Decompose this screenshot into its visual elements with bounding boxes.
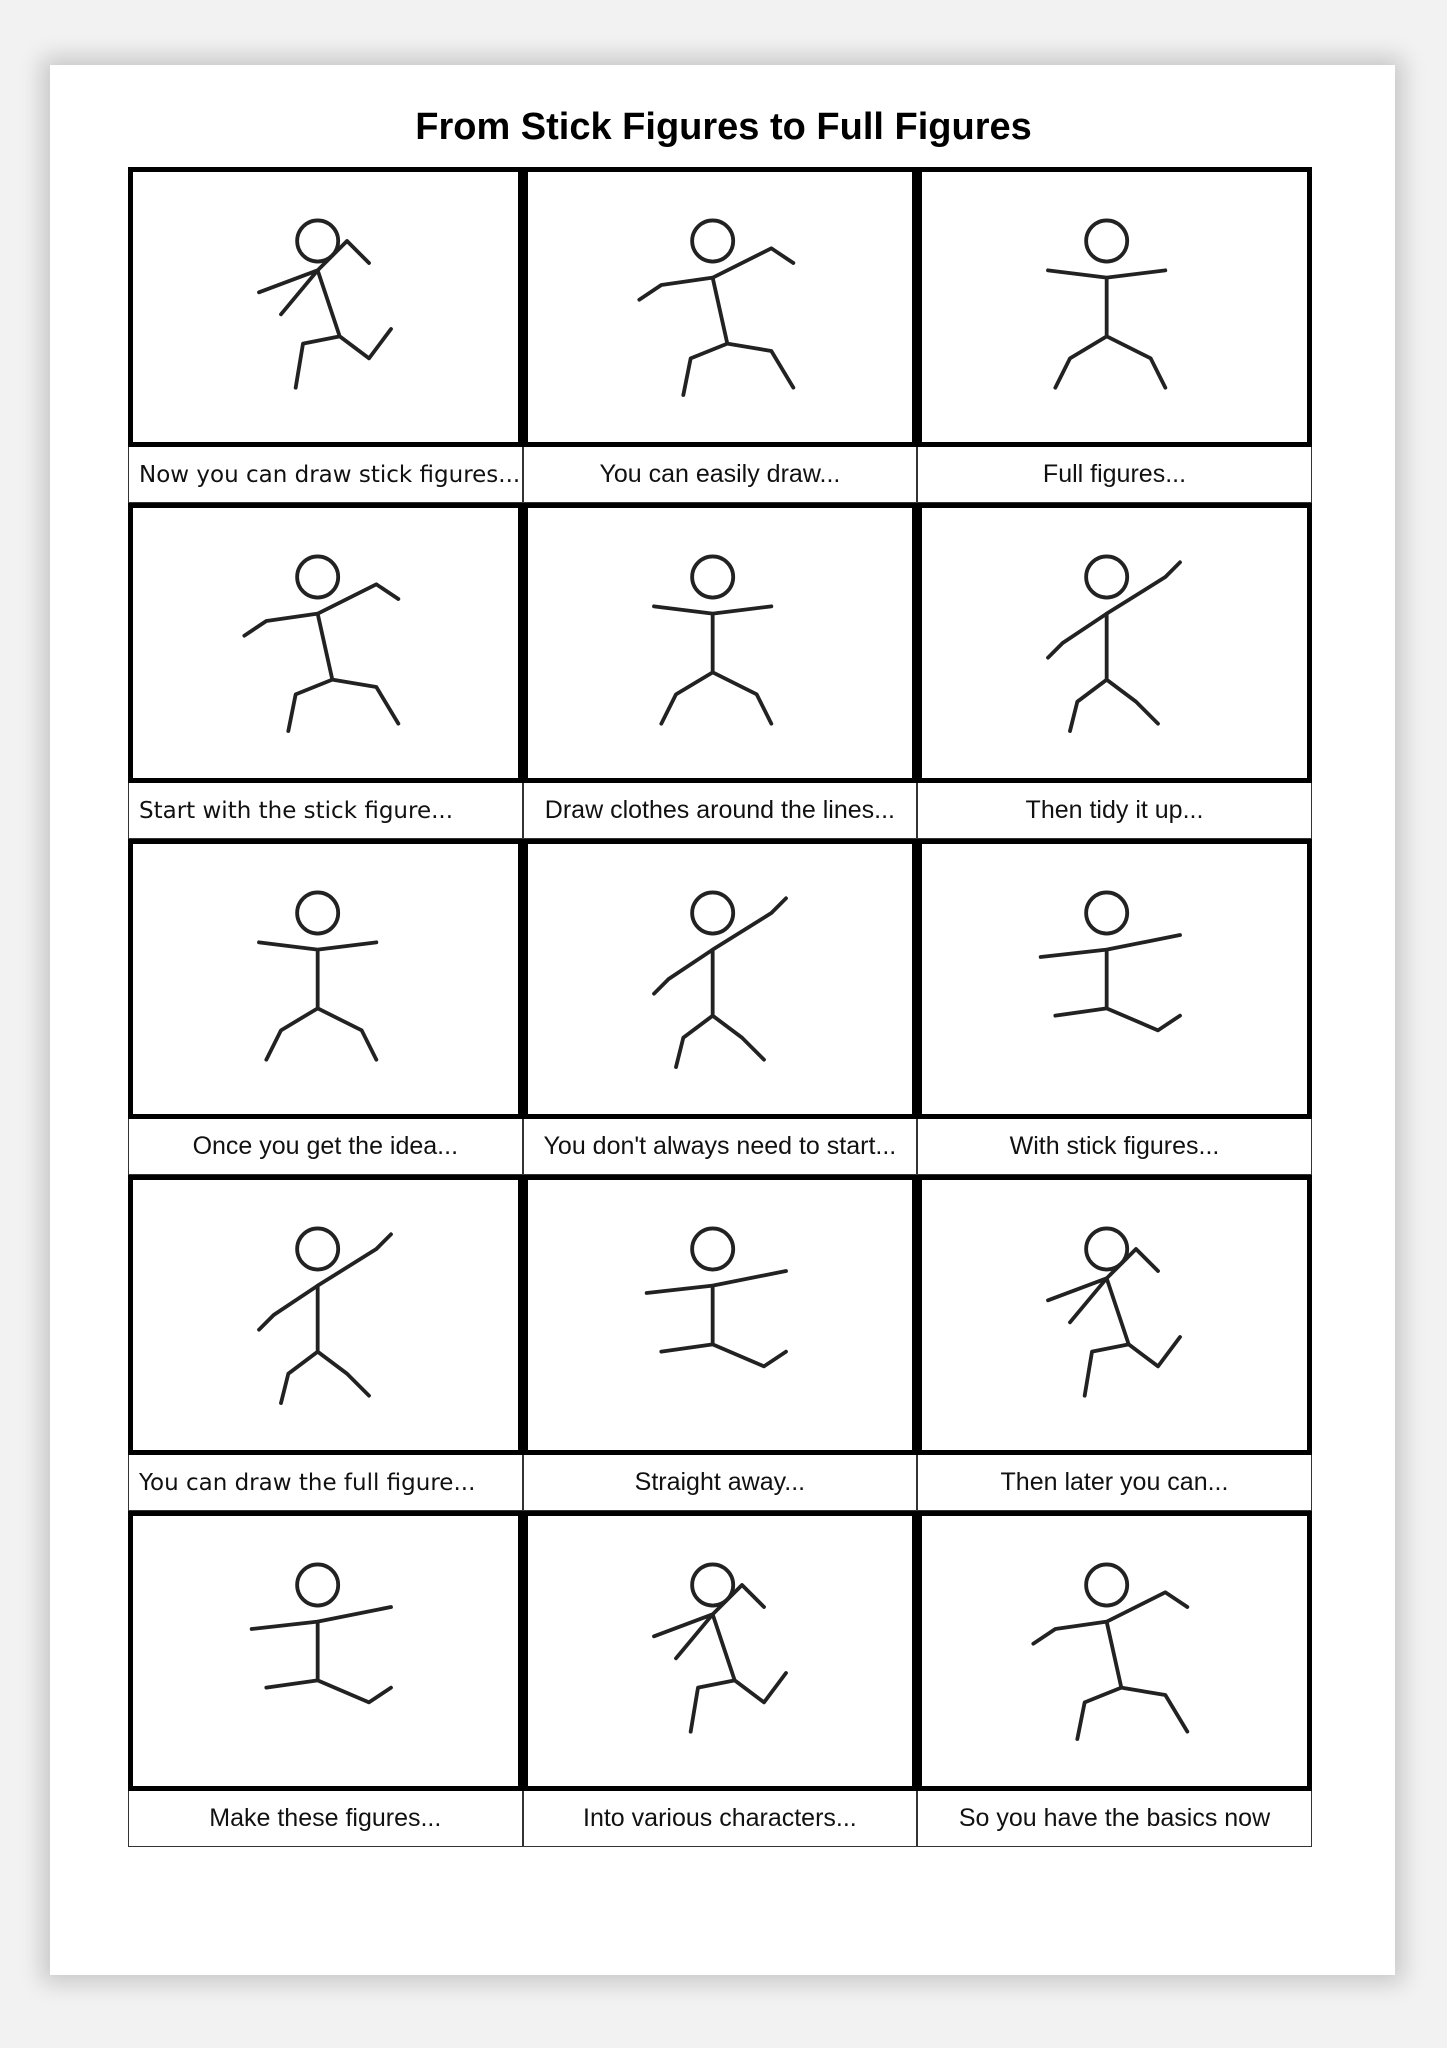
panel-caption: So you have the basics now xyxy=(917,1791,1312,1847)
storyboard-cell xyxy=(917,839,1312,1175)
panel-caption: Then later you can... xyxy=(917,1455,1312,1511)
sketch-panel xyxy=(917,1511,1312,1791)
figure-sketch-icon xyxy=(600,1541,840,1761)
storyboard-cell xyxy=(128,1175,523,1511)
figure-sketch-icon xyxy=(600,197,840,417)
storyboard-row xyxy=(128,1511,1312,1847)
storyboard-row xyxy=(128,839,1312,1175)
sketch-panel xyxy=(128,839,523,1119)
figure-sketch-icon xyxy=(205,1541,445,1761)
figure-sketch-icon xyxy=(600,869,840,1089)
figure-sketch-icon xyxy=(600,1205,840,1425)
sketch-panel xyxy=(523,167,918,447)
storyboard-cell xyxy=(917,167,1312,503)
panel-caption: You don't always need to start... xyxy=(523,1119,918,1175)
figure-sketch-icon xyxy=(994,869,1234,1089)
storyboard-cell xyxy=(523,1511,918,1847)
panel-caption: You can draw the full figure... xyxy=(128,1455,523,1511)
storyboard-cell xyxy=(523,1175,918,1511)
storyboard-cell xyxy=(128,839,523,1175)
storyboard-cell xyxy=(523,503,918,839)
sketch-panel xyxy=(917,1175,1312,1455)
storyboard-cell xyxy=(523,167,918,503)
storyboard-cell xyxy=(128,503,523,839)
sketch-panel xyxy=(523,1175,918,1455)
sketch-panel xyxy=(917,167,1312,447)
panel-caption: Straight away... xyxy=(523,1455,918,1511)
panel-caption: Once you get the idea... xyxy=(128,1119,523,1175)
sketch-panel xyxy=(523,503,918,783)
panel-caption: Into various characters... xyxy=(523,1791,918,1847)
storyboard-row xyxy=(128,503,1312,839)
storyboard-cell xyxy=(917,1175,1312,1511)
page-title: From Stick Figures to Full Figures xyxy=(415,106,1032,148)
storyboard-cell xyxy=(917,503,1312,839)
sketch-panel xyxy=(128,503,523,783)
panel-caption: Now you can draw stick figures... xyxy=(128,447,523,503)
storyboard-cell xyxy=(128,167,523,503)
panel-caption: Start with the stick figure... xyxy=(128,783,523,839)
figure-sketch-icon xyxy=(994,197,1234,417)
figure-sketch-icon xyxy=(205,533,445,753)
storyboard-grid xyxy=(128,167,1312,1847)
figure-sketch-icon xyxy=(205,1205,445,1425)
storyboard-cell xyxy=(128,1511,523,1847)
storyboard-cell xyxy=(523,839,918,1175)
figure-sketch-icon xyxy=(994,533,1234,753)
figure-sketch-icon xyxy=(205,197,445,417)
panel-caption: With stick figures... xyxy=(917,1119,1312,1175)
storyboard-row xyxy=(128,1175,1312,1511)
storyboard-row xyxy=(128,167,1312,503)
sketch-panel xyxy=(523,1511,918,1791)
panel-caption: You can easily draw... xyxy=(523,447,918,503)
figure-sketch-icon xyxy=(205,869,445,1089)
sketch-panel xyxy=(128,1175,523,1455)
panel-caption: Draw clothes around the lines... xyxy=(523,783,918,839)
sketch-panel xyxy=(128,167,523,447)
sketch-panel xyxy=(128,1511,523,1791)
figure-sketch-icon xyxy=(600,533,840,753)
panel-caption: Make these figures... xyxy=(128,1791,523,1847)
sketch-panel xyxy=(917,503,1312,783)
figure-sketch-icon xyxy=(994,1205,1234,1425)
panel-caption: Full figures... xyxy=(917,447,1312,503)
sketch-panel xyxy=(917,839,1312,1119)
panel-caption: Then tidy it up... xyxy=(917,783,1312,839)
sketch-panel xyxy=(523,839,918,1119)
figure-sketch-icon xyxy=(994,1541,1234,1761)
storyboard-cell xyxy=(917,1511,1312,1847)
